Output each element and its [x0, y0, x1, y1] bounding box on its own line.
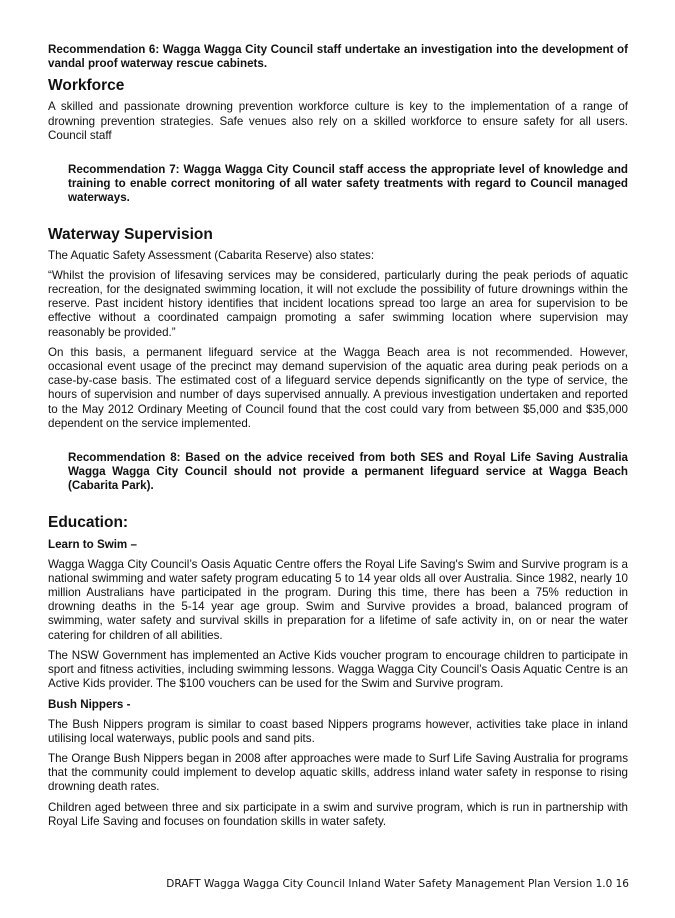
learn-to-swim-paragraph-1: Wagga Wagga City Council’s Oasis Aquatic Centre offers the Royal Life Saving's Swim and Survive program is a national swimming and water safety program educating 5 to 14 year olds all over Australia. Since 1982, nearly 10 million Australians have participated in the program. During this time, there has been a 75% reduction in drowning deaths in the 5-14 year age group. Swim and Survive provides a broad, balanced program of swimming, water safety and survival skills in preparation for a lifetime of safe activity in, on or near the water catering for children of all abilities. — [48, 557, 628, 642]
supervision-intro: The Aquatic Safety Assessment (Cabarita Reserve) also states: — [48, 248, 375, 262]
heading-workforce: Workforce — [48, 77, 125, 95]
heading-bush-nippers: Bush Nippers - — [48, 697, 131, 711]
learn-to-swim-paragraph-2: The NSW Government has implemented an Active Kids voucher program to encourage children to participate in sport and fitness activities, including swimming lessons. Wagga Wagga City Council’s Oasis Aquatic Centre is an Active Kids provider. The $100 vouchers can be used for the Swim and Survive program. — [48, 648, 628, 691]
recommendation-7: Recommendation 7: Wagga Wagga City Council staff access the appropriate level of knowledge and training to enable correct monitoring of all water safety treatments with regard to Council managed waterways. — [68, 163, 628, 205]
heading-learn-to-swim: Learn to Swim – — [48, 537, 137, 551]
supervision-paragraph: On this basis, a permanent lifeguard service at the Wagga Beach area is not recommended. However, occasional event usage of the precinct may demand supervision of the aquatic area during peak periods on a case-by-case basis. The estimated cost of a lifeguard service depends significantly on the type of service, the hours of supervision and number of days supervised annually. A previous investigation undertaken and reported to the May 2012 Ordinary Meeting of Council found that the cost could vary from between $5,000 and $35,000 dependent on the service implemented. — [48, 345, 628, 430]
recommendation-8: Recommendation 8: Based on the advice received from both SES and Royal Life Saving Australia Wagga Wagga City Council should not provide a permanent lifeguard service at Wagga Beach (Cabarita Park). — [68, 451, 628, 493]
page-content — [48, 43, 628, 829]
heading-education: Education: — [48, 513, 129, 531]
recommendation-6: Recommendation 6: Wagga Wagga City Council staff undertake an investigation into the development of vandal proof waterway rescue cabinets. — [48, 43, 628, 71]
supervision-quote: “Whilst the provision of lifesaving services may be considered, particularly during the peak periods of aquatic recreation, for the designated swimming location, it will not exclude the possibility of future drownings within the reserve. Past incident history identifies that incident locations spread too large an area for supervision to be effective without a coordinated campaign promoting a safer swimming location where supervision may reasonably be provided.” — [48, 268, 628, 339]
heading-waterway-supervision: Waterway Supervision — [48, 225, 213, 243]
bush-nippers-paragraph-3: Children aged between three and six participate in a swim and survive program, which is run in partnership with Royal Life Saving and focuses on foundation skills in water safety. — [48, 800, 628, 828]
bush-nippers-paragraph-2: The Orange Bush Nippers began in 2008 after approaches were made to Surf Life Saving Australia for programs that the community could implement to develop aquatic skills, address inland water safety in response to rising drowning death rates. — [48, 751, 628, 794]
page-footer: DRAFT Wagga Wagga City Council Inland Water Safety Management Plan Version 1.0 16 — [166, 878, 629, 890]
workforce-paragraph: A skilled and passionate drowning prevention workforce culture is key to the implementation of a range of drowning prevention strategies. Safe venues also rely on a skilled workforce to ensure safety for all users. Council staff — [48, 100, 628, 142]
bush-nippers-paragraph-1: The Bush Nippers program is similar to coast based Nippers programs however, activities take place in inland utilising local waterways, public pools and sand pits. — [48, 717, 628, 745]
